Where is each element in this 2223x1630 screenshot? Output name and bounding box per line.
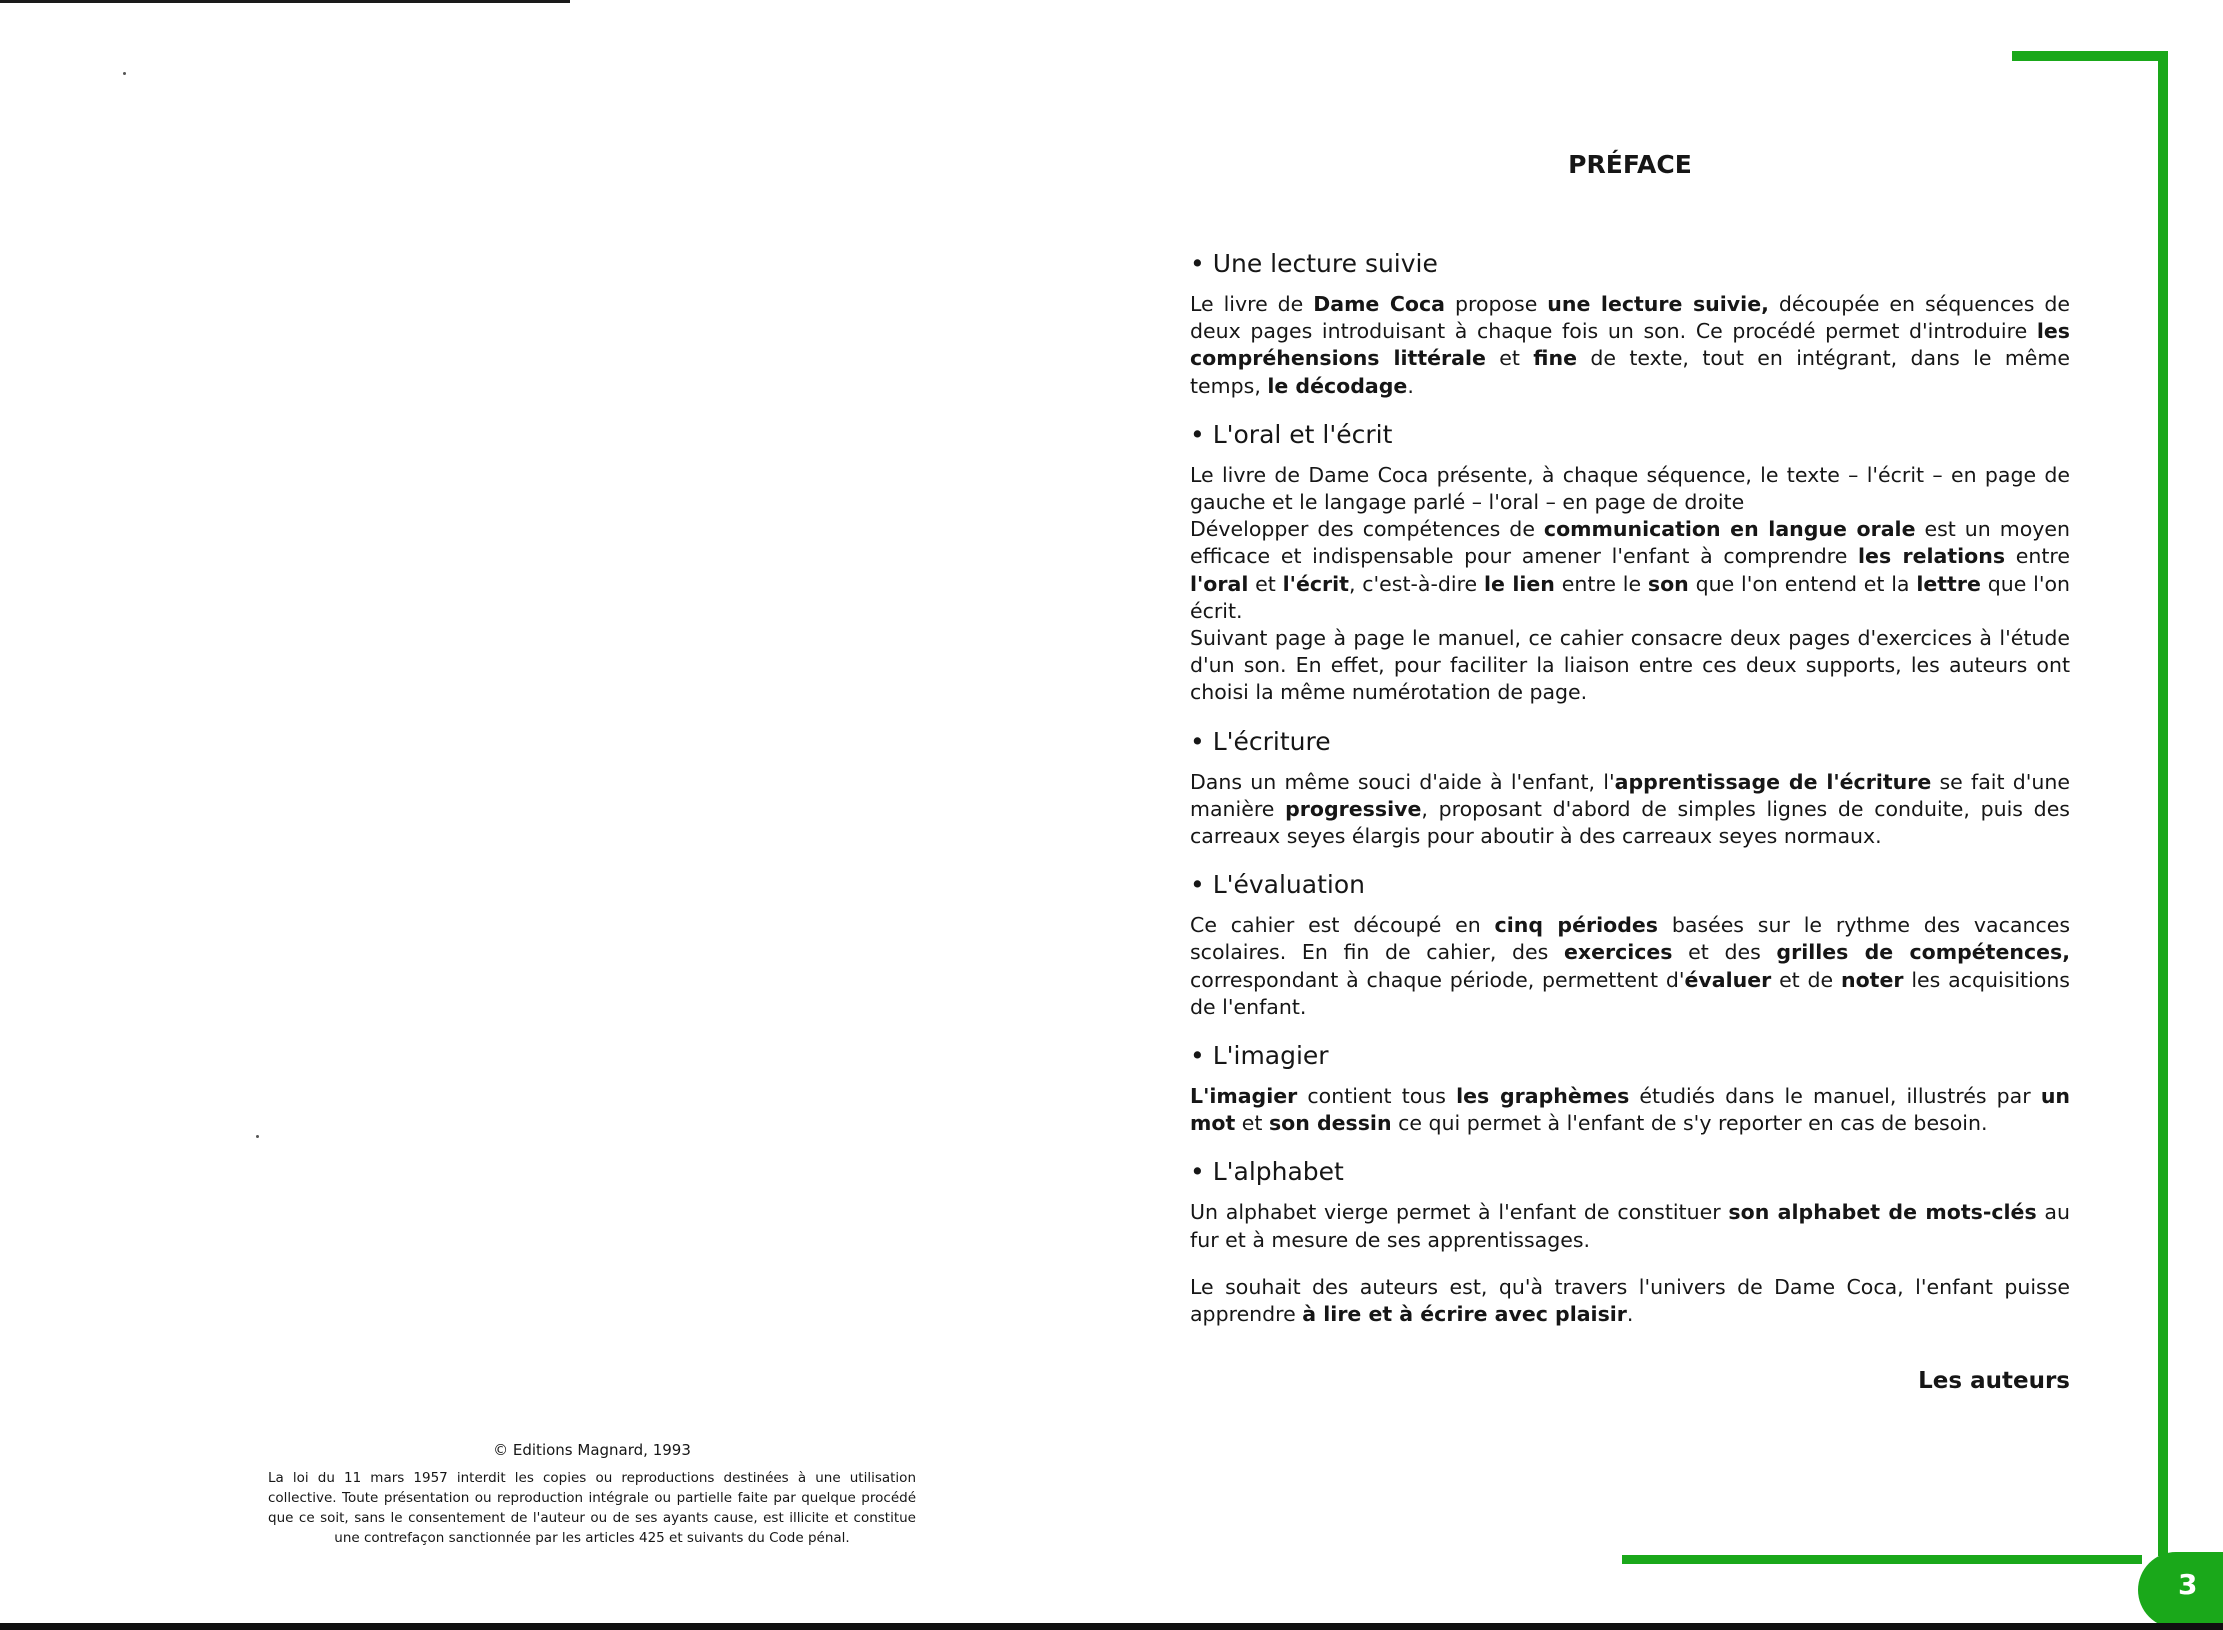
paper-speck: [123, 72, 126, 75]
closing-paragraph: [1190, 1274, 2070, 1328]
section-heading: • Une lecture suivie: [1190, 249, 1438, 278]
green-frame-top: [2012, 51, 2168, 61]
preface-page: [1190, 150, 2070, 1394]
section-alphabet: [1190, 1157, 2070, 1253]
section-evaluation: [1190, 870, 2070, 1021]
section-heading: • L'imagier: [1190, 1041, 1329, 1071]
copyright-block: [268, 1440, 916, 1548]
paper-speck: [256, 1135, 259, 1138]
page-bottom-edge: [0, 1623, 2223, 1630]
left-page: [0, 0, 1110, 1622]
legal-notice: La loi du 11 mars 1957 interdit les copies ou reproductions destinées à une utilisation collective. Toute présentation ou reproduction intégrale ou partielle faite par quelque procédé que ce soit, sans le consentement de l'auteur ou de ses ayants cause, est illicite et constitue une contrefaçon sanctionnée par les articles 425 et suivants du Code pénal.: [268, 1470, 916, 1546]
section-lecture-suivie: [1190, 249, 2070, 400]
section-heading: • L'oral et l'écrit: [1190, 419, 1393, 449]
section-paragraph: Dans un même souci d'aide à l'enfant, l'apprentissage de l'écriture se fait d'une manière progressive, proposant d'abord de simples lignes de conduite, puis des carreaux seyes élargis pour aboutir à des carreaux seyes normaux.: [1190, 769, 2071, 849]
section-imagier: [1190, 1041, 2070, 1137]
section-paragraph: Le livre de Dame Coca présente, à chaque séquence, le texte – l'écrit – en page de gauche et le langage parlé – l'oral – en page de droite: [1190, 462, 2070, 515]
copyright-line: © Editions Magnard, 1993: [493, 1441, 691, 1459]
section-paragraph: Le livre de Dame Coca propose une lecture suivie, découpée en séquences de deux pages introduisant à chaque fois un son. Ce procédé permet d'introduire les compréhensions littérale et fine de texte, tout en intégrant, dans le même temps, le décodage.: [1190, 292, 2070, 398]
section-paragraph: Ce cahier est découpé en cinq périodes basées sur le rythme des vacances scolaires. En fin de cahier, des exercices et des grilles de compétences, correspondant à chaque période, permettent d'évaluer et de noter les acquisitions de l'enfant.: [1190, 913, 2071, 1019]
section-paragraph: Suivant page à page le manuel, ce cahier consacre deux pages d'exercices à l'étude d'un son. En effet, pour faciliter la liaison entre ces deux supports, les auteurs ont choisi la même numérotation de page.: [1190, 626, 2070, 705]
signature: Les auteurs: [1918, 1368, 2070, 1395]
section-heading: • L'évaluation: [1190, 870, 1365, 900]
section-heading: • L'écriture: [1190, 726, 1331, 756]
section-paragraph: Développer des compétences de communication en langue orale est un moyen efficace et indispensable pour amener l'enfant à comprendre les relations entre l'oral et l'écrit, c'est-à-dire le lien entre le son que l'on entend et la lettre que l'on écrit.: [1190, 517, 2070, 623]
section-paragraph: L'imagier contient tous les graphèmes étudiés dans le manuel, illustrés par un mot et son dessin ce qui permet à l'enfant de s'y reporter en cas de besoin.: [1190, 1084, 2071, 1136]
closing-text: Le souhait des auteurs est, qu'à travers l'univers de Dame Coca, l'enfant puisse apprendre à lire et à écrire avec plaisir.: [1190, 1274, 2070, 1327]
section-heading: • L'alphabet: [1190, 1157, 1344, 1187]
section-ecriture: [1190, 727, 2070, 851]
section-paragraph: Un alphabet vierge permet à l'enfant de constituer son alphabet de mots-clés au fur et à mesure de ses apprentissages.: [1190, 1200, 2070, 1252]
green-frame-right: [2158, 51, 2168, 1556]
page-number: 3: [2178, 1568, 2198, 1601]
green-frame-bottom: [1622, 1555, 2142, 1564]
section-oral-ecrit: [1190, 420, 2070, 707]
page-number-tab: [2138, 1552, 2223, 1628]
preface-title: PRÉFACE: [1568, 150, 1692, 179]
